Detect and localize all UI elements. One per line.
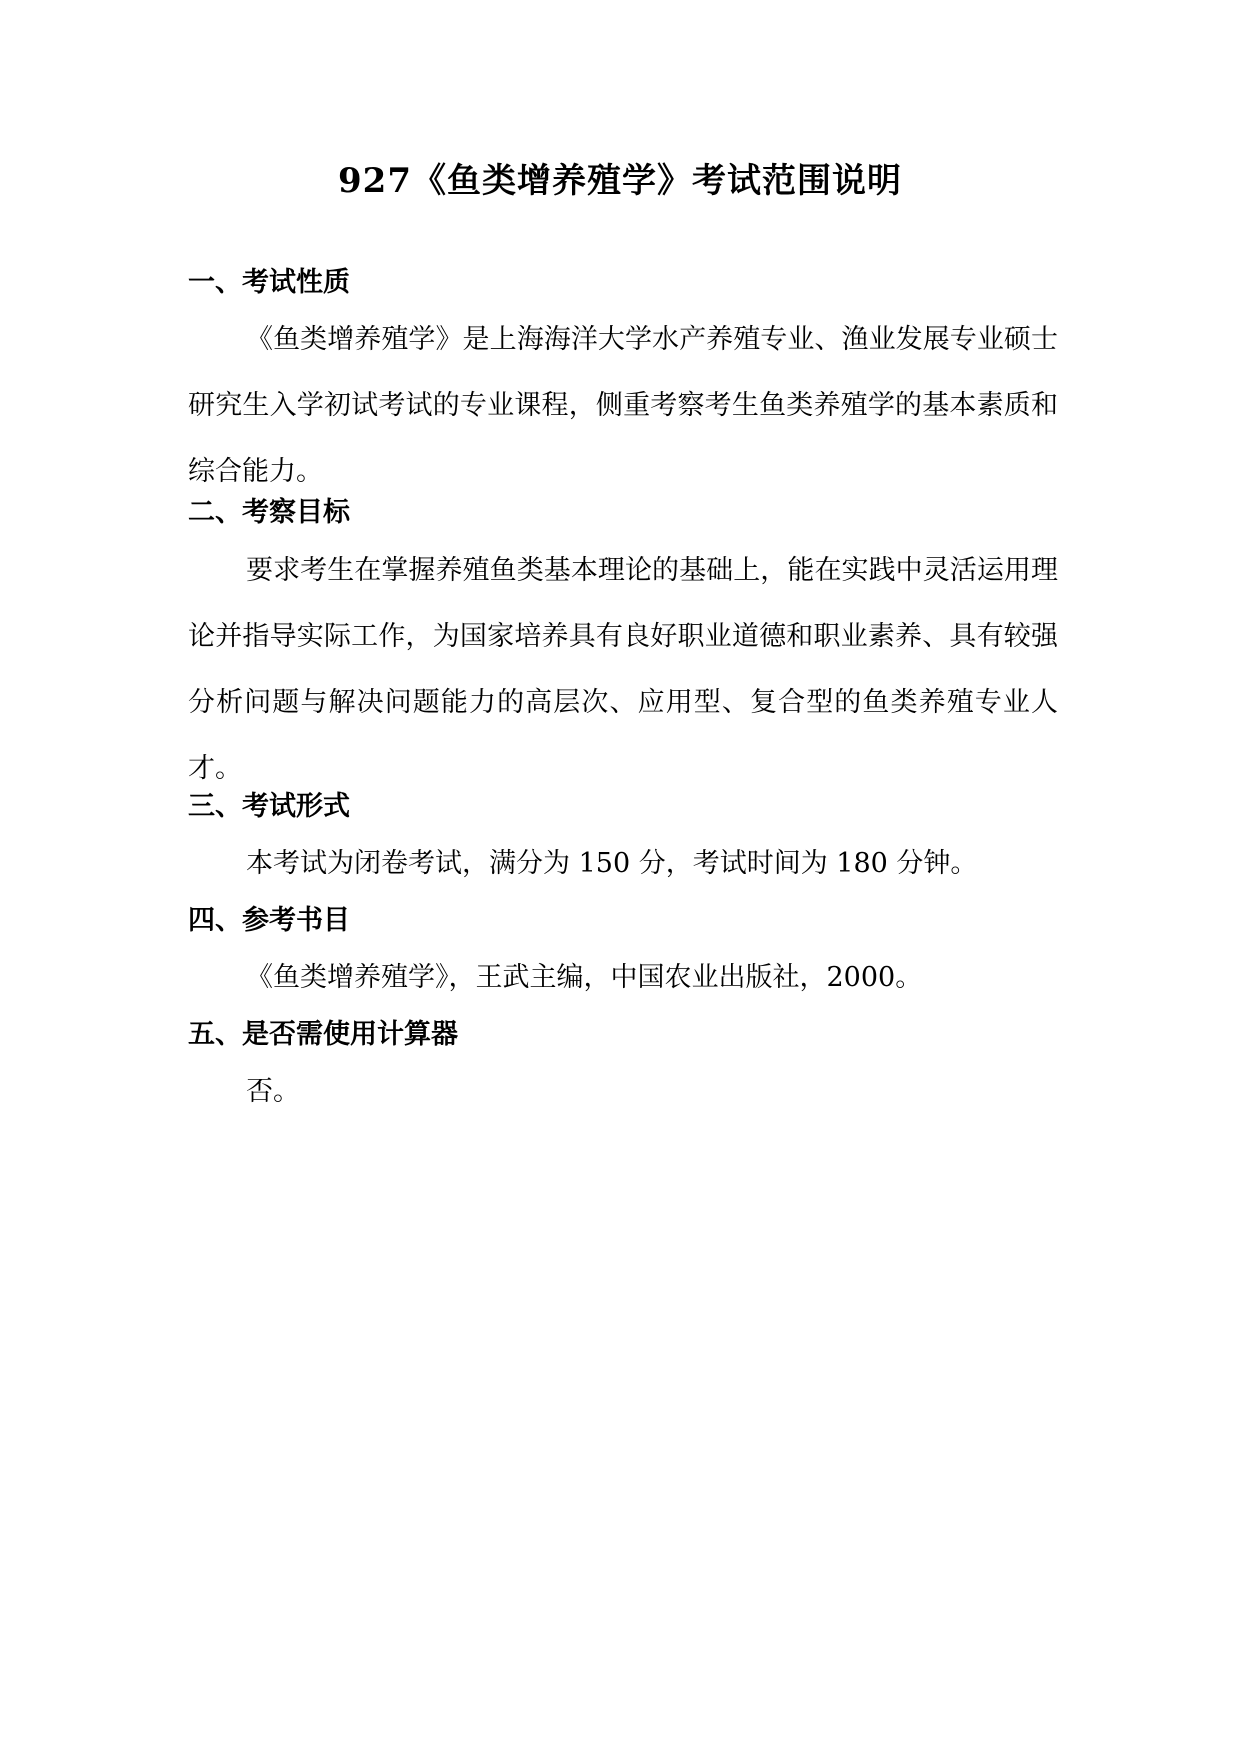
section-body-calculator: 否。: [246, 1076, 300, 1107]
section-heading-references: 四、参考书目: [188, 905, 350, 936]
section-body-format: 本考试为闭卷考试，满分为 150 分，考试时间为 180 分钟。: [246, 848, 978, 879]
section-heading-objectives: 二、考察目标: [188, 497, 350, 528]
section-heading-nature: 一、考试性质: [188, 267, 350, 298]
document-title: 927《鱼类增养殖学》考试范围说明: [338, 161, 902, 201]
section-body-nature: 《鱼类增养殖学》是上海海洋大学水产养殖专业、渔业发展专业硕士研究生入学初试考试的专业课程，侧重考察考生鱼类养殖学的基本素质和综合能力。: [188, 324, 1058, 487]
section-heading-calculator: 五、是否需使用计算器: [188, 1019, 458, 1050]
section-body-objectives: 要求考生在掌握养殖鱼类基本理论的基础上，能在实践中灵活运用理论并指导实际工作，为国家培养具有良好职业道德和职业素养、具有较强分析问题与解决问题能力的高层次、应用型、复合型的鱼类养殖专业人才。: [188, 555, 1058, 784]
section-body-references: 《鱼类增养殖学》，王武主编，中国农业出版社，2000。: [246, 962, 923, 993]
section-heading-format: 三、考试形式: [188, 791, 350, 822]
